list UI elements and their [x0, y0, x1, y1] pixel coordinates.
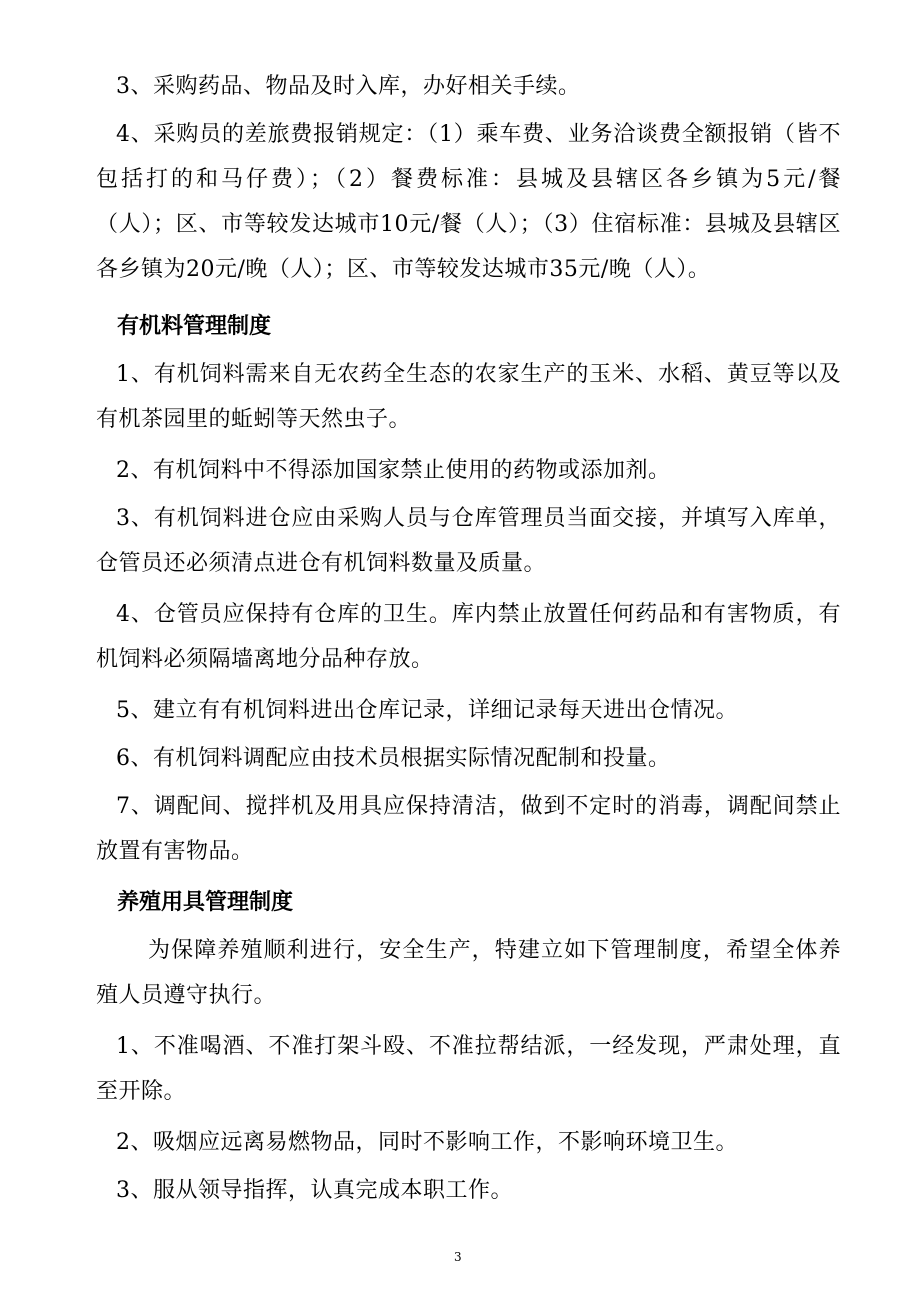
paragraph-breeding-intro: 为保障养殖顺利进行，安全生产，特建立如下管理制度，希望全体养殖人员遵守执行。	[96, 938, 841, 1008]
paragraph-organic-item-1: 1、有机饲料需来自无农药全生态的农家生产的玉米、水稻、黄豆等以及有机茶园里的蚯蚓等天然虫子。	[96, 362, 841, 432]
paragraph-organic-item-7: 7、调配间、搅拌机及用具应保持清洁，做到不定时的消毒，调配间禁止放置有害物品。	[96, 794, 841, 864]
paragraph-breeding-item-2: 2、吸烟应远离易燃物品，同时不影响工作，不影响环境卫生。	[116, 1130, 738, 1155]
paragraph-organic-item-4: 4、仓管员应保持有仓库的卫生。库内禁止放置任何药品和有害物质，有机饲料必须隔墙离地分品种存放。	[96, 602, 841, 672]
page-number: 3	[454, 1250, 462, 1264]
paragraph-purchase-item-4: 4、采购员的差旅费报销规定：（1）乘车费、业务洽谈费全额报销（皆不包括打的和马仔费）；（2）餐费标准：县城及县辖区各乡镇为5元/餐（人）；区、市等较发达城市10元/餐（人）；（3）住宿标准：县城及县辖区各乡镇为20元/晚（人）；区、市等较发达城市35元/晚（人）。	[96, 122, 841, 282]
paragraph-purchase-item-3: 3、采购药品、物品及时入库，办好相关手续。	[116, 74, 581, 99]
section-title-breeding-tools: 养殖用具管理制度	[117, 890, 294, 915]
paragraph-breeding-item-3: 3、服从领导指挥，认真完成本职工作。	[116, 1178, 513, 1203]
paragraph-breeding-item-1: 1、不准喝酒、不准打架斗殴、不准拉帮结派，一经发现，严肃处理，直至开除。	[96, 1034, 841, 1104]
section-title-organic-feed: 有机料管理制度	[117, 314, 272, 339]
paragraph-organic-item-2: 2、有机饲料中不得添加国家禁止使用的药物或添加剂。	[116, 458, 671, 483]
paragraph-organic-item-6: 6、有机饲料调配应由技术员根据实际情况配制和投量。	[116, 746, 671, 771]
paragraph-organic-item-3: 3、有机饲料进仓应由采购人员与仓库管理员当面交接，并填写入库单，仓管员还必须清点进仓有机饲料数量及质量。	[96, 506, 841, 576]
paragraph-organic-item-5: 5、建立有有机饲料进出仓库记录，详细记录每天进出仓情况。	[116, 698, 738, 723]
